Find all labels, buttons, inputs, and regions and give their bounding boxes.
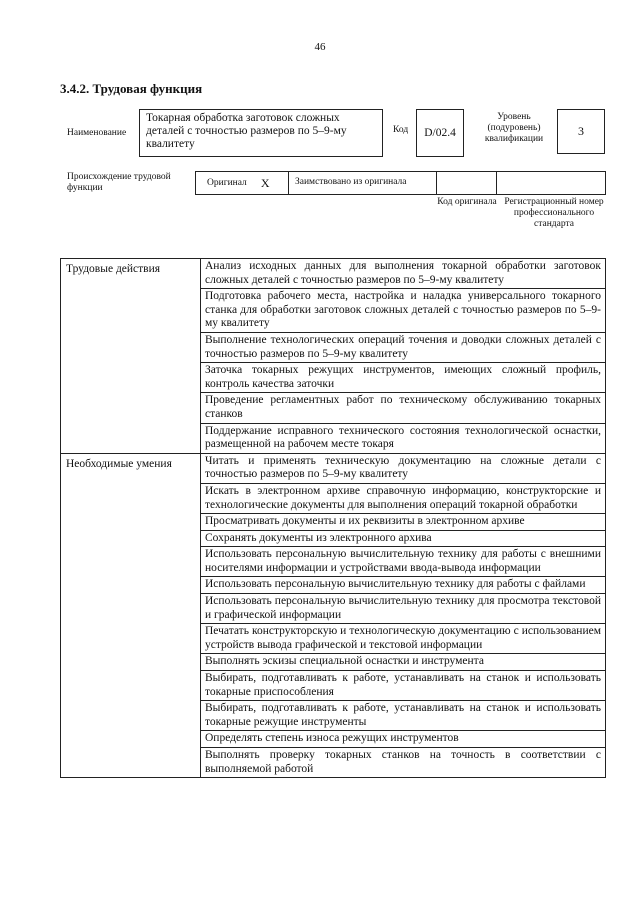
labor-action-item: Заточка токарных режущих инструментов, имеющих сложный профиль, контроль качества заточки — [201, 363, 606, 393]
skills-label: Необходимые умения — [61, 453, 201, 777]
skill-item: Использовать персональную вычислительную технику для просмотра текстовой и графической информации — [201, 594, 606, 624]
origin-row — [195, 171, 606, 195]
origin-original-mark: X — [260, 175, 270, 190]
level-box — [557, 109, 605, 154]
name-label: Наименование — [67, 128, 127, 138]
level-value: 3 — [578, 124, 584, 138]
origin-reg-label: Регистрационный номер профессионального стандарта — [504, 197, 604, 229]
origin-code-cell — [437, 171, 497, 195]
skill-item: Выбирать, подготавливать к работе, устанавливать на станок и использовать токарные режущие инструменты — [201, 701, 606, 731]
labor-actions-label: Трудовые действия — [61, 259, 201, 454]
skill-item: Печатать конструкторскую и технологическую документацию с использованием устройств вывода графической и текстовой информации — [201, 624, 606, 654]
origin-original-cell — [195, 171, 289, 195]
skill-item: Просматривать документы и их реквизиты в электронном архиве — [201, 514, 606, 531]
table-row — [61, 453, 606, 483]
function-name-box: Токарная обработка заготовок сложных деталей с точностью размеров по 5–9-му квалитету — [139, 109, 383, 157]
code-label: Код — [393, 125, 409, 135]
labor-action-item: Проведение регламентных работ по техническому обслуживанию токарных станков — [201, 393, 606, 423]
section-title: 3.4.2. Трудовая функция — [60, 81, 203, 96]
origin-reg-cell — [497, 171, 606, 195]
skill-item: Использовать персональную вычислительную технику для работы с файлами — [201, 577, 606, 594]
labor-action-item: Выполнение технологических операций точения и доводки сложных деталей с точностью размеров по 5–9-му квалитету — [201, 332, 606, 362]
labor-action-item: Подготовка рабочего места, настройка и наладка универсального токарного станка для обработки заготовок сложных деталей с точностью размеров по 5–9-му квалитету — [201, 289, 606, 333]
origin-label: Происхождение трудовой функции — [67, 172, 171, 193]
origin-original-label: Оригинал — [207, 177, 247, 188]
table-row — [61, 259, 606, 289]
skill-item: Выбирать, подготавливать к работе, устанавливать на станок и использовать токарные приспособления — [201, 671, 606, 701]
origin-code-label: Код оригинала — [437, 197, 497, 207]
labor-action-item: Поддержание исправного технического состояния технологической оснастки, размещенной на рабочем месте токаря — [201, 423, 606, 453]
skill-item: Выполнять эскизы специальной оснастки и инструмента — [201, 654, 606, 671]
skill-item: Сохранять документы из электронного архива — [201, 530, 606, 547]
level-label: Уровень (подуровень) квалификации — [484, 112, 544, 144]
page-number: 46 — [314, 41, 326, 53]
labor-action-item: Анализ исходных данных для выполнения токарной обработки заготовок сложных деталей с точностью размеров по 5–9-му квалитету — [201, 259, 606, 289]
function-code-box — [416, 109, 464, 157]
skill-item: Выполнять проверку токарных станков на точность в соответствии с выполняемой работой — [201, 748, 606, 778]
function-code-value: D/02.4 — [424, 127, 456, 139]
function-table — [60, 258, 606, 778]
skill-item: Читать и применять техническую документацию на сложные детали с точностью размеров по 5–9-му квалитету — [201, 453, 606, 483]
skill-item: Определять степень износа режущих инструментов — [201, 731, 606, 748]
origin-borrowed-cell: Заимствовано из оригинала — [289, 171, 437, 195]
skill-item: Использовать персональную вычислительную технику для работы с внешними носителями информации и устройствами ввода-вывода информации — [201, 547, 606, 577]
skill-item: Искать в электронном архиве справочную информацию, конструкторские и технологические документы для выполнения операций токарной обработки — [201, 483, 606, 513]
